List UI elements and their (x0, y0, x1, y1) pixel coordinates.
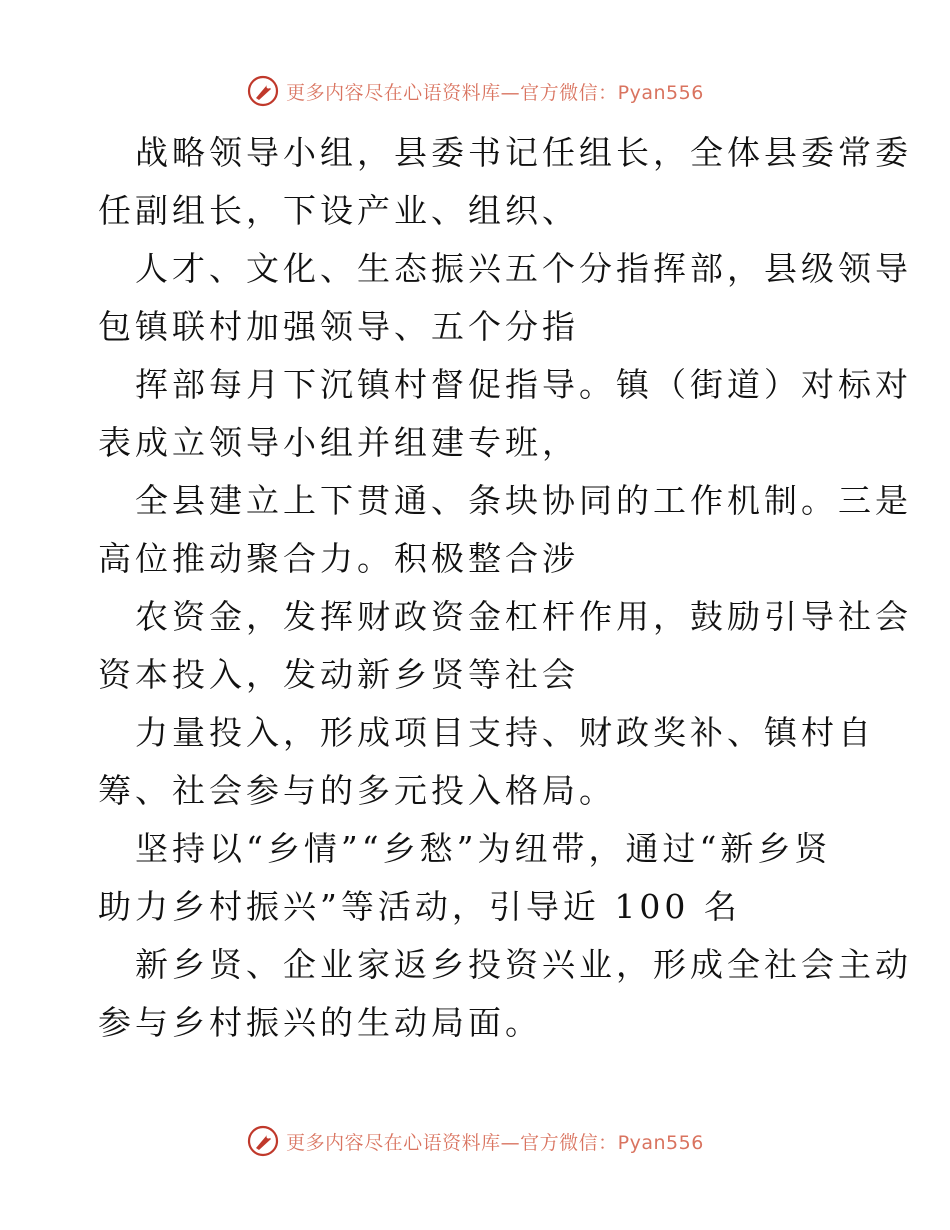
paragraph-line: 资本投入，发动新乡贤等社会 (98, 655, 579, 694)
paragraph-line: 农资金，发挥财政资金杠杆作用，鼓励引导社会 (135, 597, 912, 636)
paragraph-line: 战略领导小组，县委书记任组长，全体县委常委 (135, 133, 912, 172)
paragraph-line: 全县建立上下贯通、条块协同的工作机制。三是 (135, 481, 912, 520)
document-body (98, 124, 912, 1052)
pen-nib-seal-icon (246, 74, 280, 108)
paragraph-5 (98, 588, 912, 704)
paragraph-2 (98, 240, 912, 356)
paragraph-line: 助力乡村振兴”等活动，引导近 100 名 (98, 887, 741, 926)
paragraph-line: 包镇联村加强领导、五个分指 (98, 307, 579, 346)
paragraph-line: 筹、社会参与的多元投入格局。 (98, 771, 616, 810)
paragraph-line: 表成立领导小组并组建专班， (98, 423, 579, 462)
watermark-text: 更多内容尽在心语资料库—官方微信：Pyan556 (286, 1131, 704, 1154)
paragraph-8 (98, 936, 912, 1052)
paragraph-line: 参与乡村振兴的生动局面。 (98, 1003, 542, 1042)
paragraph-line: 人才、文化、生态振兴五个分指挥部，县级领导 (135, 249, 912, 288)
paragraph-line: 高位推动聚合力。积极整合涉 (98, 539, 579, 578)
paragraph-4 (98, 472, 912, 588)
paragraph-6 (98, 704, 875, 820)
paragraph-line: 挥部每月下沉镇村督促指导。镇（街道）对标对 (135, 365, 912, 404)
paragraph-line: 任副组长，下设产业、组织、 (98, 191, 579, 230)
pen-nib-seal-icon (246, 1124, 280, 1158)
header-watermark (0, 74, 950, 108)
footer-watermark (0, 1124, 950, 1158)
paragraph-line: 力量投入，形成项目支持、财政奖补、镇村自 (135, 713, 875, 752)
paragraph-3 (98, 356, 912, 472)
paragraph-1 (98, 124, 912, 240)
paragraph-line: 新乡贤、企业家返乡投资兴业，形成全社会主动 (135, 945, 912, 984)
paragraph-line: 坚持以“乡情”“乡愁”为纽带，通过“新乡贤 (135, 829, 832, 868)
watermark-text: 更多内容尽在心语资料库—官方微信：Pyan556 (286, 81, 704, 104)
paragraph-7 (98, 820, 858, 936)
